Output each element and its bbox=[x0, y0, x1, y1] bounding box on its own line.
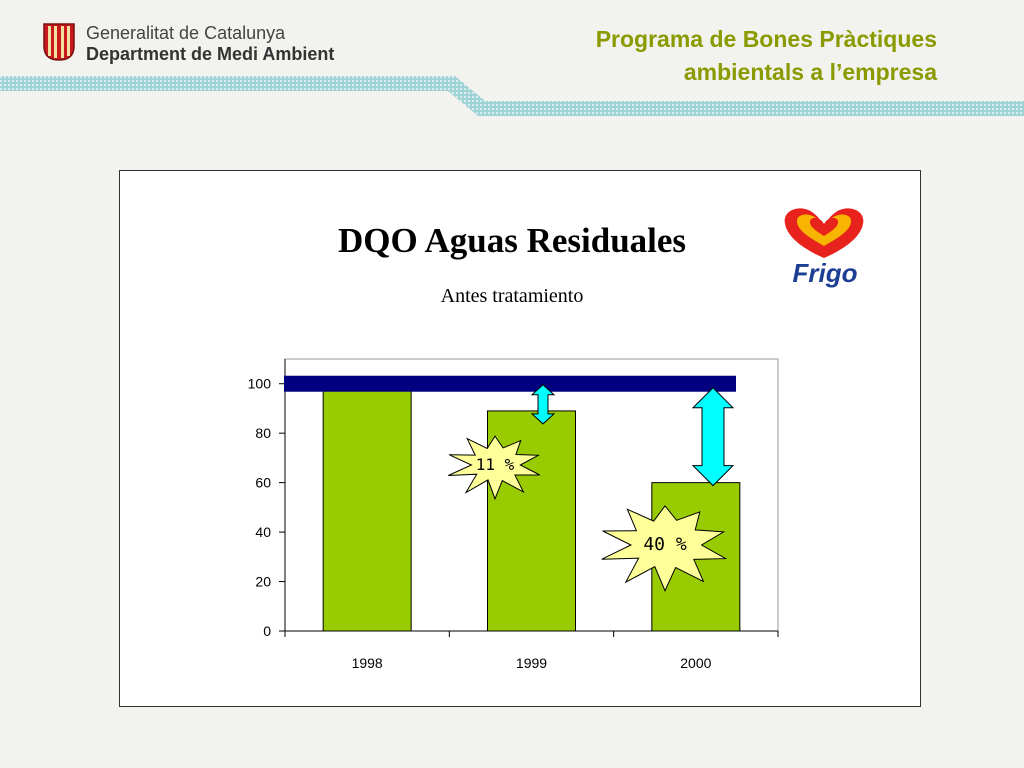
y-tick-label: 60 bbox=[255, 474, 271, 491]
y-tick-label: 20 bbox=[255, 573, 271, 590]
program-title-line1: Programa de Bones Pràctiques bbox=[595, 26, 937, 52]
callout-label-1999: 11 % bbox=[475, 455, 515, 474]
bar-1998 bbox=[323, 384, 411, 631]
y-tick-label: 100 bbox=[247, 375, 271, 392]
chart-title: DQO Aguas Residuales bbox=[337, 221, 687, 260]
callout-label-2000: 40 % bbox=[643, 534, 687, 555]
y-tick-label: 40 bbox=[255, 524, 271, 541]
y-tick-label: 0 bbox=[263, 623, 271, 639]
department-name: Department de Medi Ambient bbox=[86, 44, 335, 64]
x-tick-label: 2000 bbox=[680, 655, 712, 671]
reference-line bbox=[284, 376, 736, 392]
x-tick-label: 1999 bbox=[515, 655, 548, 671]
program-title-line2: ambientals a l’empresa bbox=[683, 59, 937, 85]
chart-subtitle: Antes tratamiento bbox=[440, 285, 584, 307]
y-tick-label: 80 bbox=[255, 425, 271, 442]
org-name: Generalitat de Catalunya bbox=[86, 23, 286, 43]
frigo-logo bbox=[785, 208, 864, 288]
x-tick-label: 1998 bbox=[351, 655, 383, 671]
arrow-2000 bbox=[693, 388, 733, 486]
frigo-logo-text: Frigo bbox=[792, 258, 858, 288]
